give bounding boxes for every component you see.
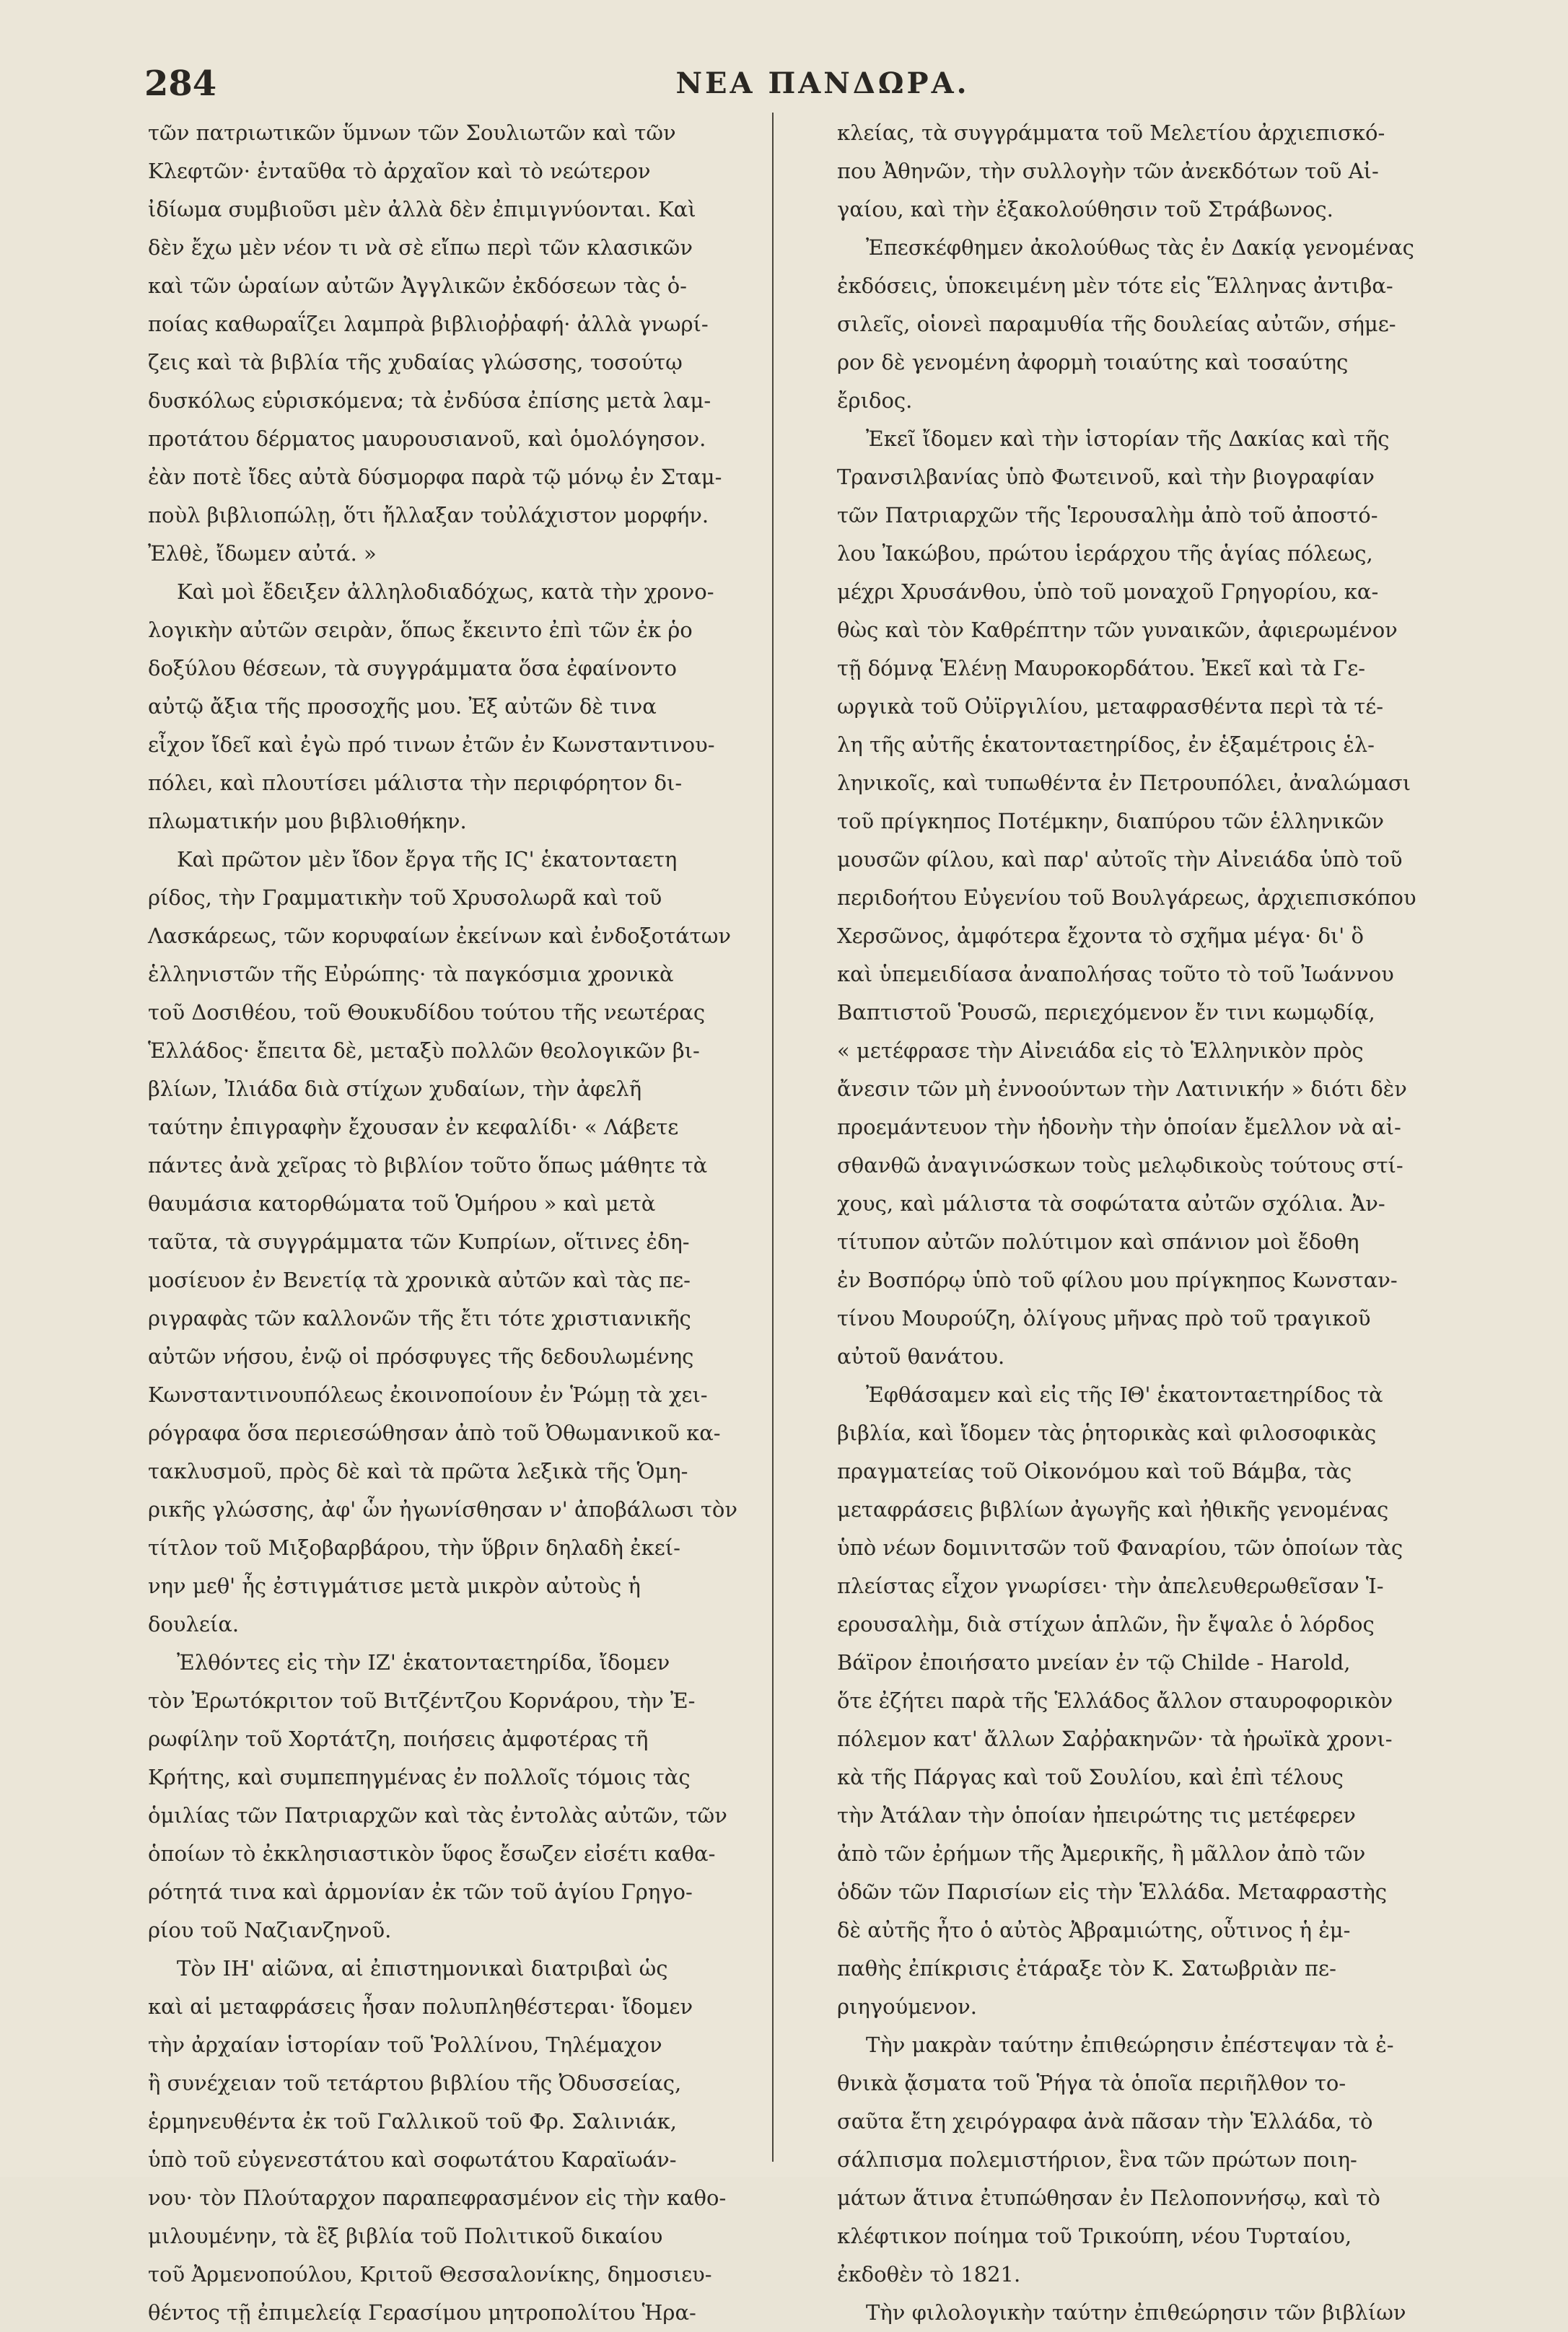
left-paragraph-1: τῶν πατριωτικῶν ὕμνων τῶν Σουλιωτῶν καὶ τῶν Κλεφτῶν· ἐνταῦθα τὸ ἀρχαῖον καὶ τὸ νεώτερον ἰδίωμα συμβιοῦσι μὲν ἀλλὰ δὲν ἐπιμιγνύονται. Καὶ δὲν ἔχω μὲν νέον τι νὰ σὲ εἴπω περὶ τῶν κλασικῶν καὶ τῶν ὡραίων αὐτῶν Ἀγγλικῶν ἐκδόσεων τὰς ὁ- ποίας καθωραΐζει λαμπρὰ βιβλιοῤῥαφή· ἀλλὰ γνωρί- ζεις καὶ τὰ βιβλία τῆς χυδαίας γλώσσης, τοσούτῳ δυσκόλως εὑρισκόμενα; τὰ ἐνδύσα ἐπίσης μετὰ λαμ- προτάτου δέρματος μαυρουσιανοῦ, καὶ ὁμολόγησον. ἐὰν ποτὲ ἴδες αὐτὰ δύσμορφα παρὰ τῷ μόνῳ ἐν Σταμ- ποὺλ βιβλιοπώλῃ, ὅτι ἤλλαξαν τοὐλάχιστον μορφήν. Ἐλθὲ, ἴδωμεν αὐτά. »	[148, 120, 722, 566]
text-columns	[148, 114, 1501, 2325]
page-number: 284	[144, 63, 217, 104]
right-paragraph-4: Ἐφθάσαμεν καὶ εἰς τῆς ΙΘ' ἑκατονταετηρίδος τὰ βιβλία, καὶ ἴδομεν τὰς ῥητορικὰς καὶ φιλοσοφικὰς πραγματείας τοῦ Οἰκονόμου καὶ τοῦ Βάμβα, τὰς μεταφράσεις βιβλίων ἀγωγῆς καὶ ἠθικῆς γενομένας ὑπὸ νέων δομινιτσῶν τοῦ Φαναρίου, τῶν ὁποίων τὰς πλείστας εἶχον γνωρίσει· τὴν ἀπελευθερωθεῖσαν Ἱ- ερουσαλὴμ, διὰ στίχων ἁπλῶν, ἣν ἔψαλε ὁ λόρδος Βάϊρον ἐποιήσατο μνείαν ἐν τῷ Childe - Harold, ὅτε ἐζήτει παρὰ τῆς Ἑλλάδος ἄλλον σταυροφορικὸν πόλεμον κατ' ἄλλων Σαῤῥακηνῶν· τὰ ἡρωϊκὰ χρονι- κὰ τῆς Πάργας καὶ τοῦ Σουλίου, καὶ ἐπὶ τέλους τὴν Ἀτάλαν τὴν ὁποίαν ἠπειρώτης τις μετέφερεν ἀπὸ τῶν ἐρήμων τῆς Ἀμερικῆς, ἢ μᾶλλον ἀπὸ τῶν ὁδῶν τῶν Παρισίων εἰς τὴν Ἑλλάδα. Μεταφραστὴς δὲ αὐτῆς ἦτο ὁ αὐτὸς Ἀβραμιώτης, οὗτινος ἡ ἐμ- παθὴς ἐπίκρισις ἐτάραξε τὸν Κ. Σατωβριὰν πε- ριηγούμενον.	[837, 1382, 1403, 2019]
left-paragraph-2: Καὶ μοὶ ἔδειξεν ἀλληλοδιαδόχως, κατὰ τὴν χρονο- λογικὴν αὐτῶν σειρὰν, ὅπως ἔκειντο ἐπὶ τῶν ἐκ ῥο δοξύλου θέσεων, τὰ συγγράμματα ὅσα ἐφαίνοντο αὐτῷ ἄξια τῆς προσοχῆς μου. Ἐξ αὐτῶν δὲ τινα εἶχον ἴδεῖ καὶ ἐγὼ πρό τινων ἐτῶν ἐν Κωνσταντινου- πόλει, καὶ πλουτίσει μάλιστα τὴν περιφόρητον δι- πλωματικήν μου βιβλιοθήκην.	[148, 579, 715, 833]
journal-title: ΝΕΑ ΠΑΝΔΩΡΑ.	[675, 66, 970, 100]
right-paragraph-5: Τὴν μακρὰν ταύτην ἐπιθεώρησιν ἐπέστεψαν τὰ ἐ- θνικὰ ᾄσματα τοῦ Ῥήγα τὰ ὁποῖα περιῆλθον το- σαῦτα ἔτη χειρόγραφα ἀνὰ πᾶσαν τὴν Ἑλλάδα, τὸ σάλπισμα πολεμιστήριον, ἓνα τῶν πρώτων ποιη- μάτων ἅτινα ἐτυπώθησαν ἐν Πελοποννήσῳ, καὶ τὸ κλέφτικον ποίημα τοῦ Τρικούπη, νέου Τυρταίου, ἐκδοθὲν τὸ 1821.	[837, 2033, 1394, 2287]
right-column	[837, 114, 1483, 2325]
left-column	[148, 114, 794, 2325]
page-header	[144, 63, 1501, 114]
left-paragraph-3: Καὶ πρῶτον μὲν ἴδον ἔργα τῆς ΙϚ' ἑκατονταετη ρίδος, τὴν Γραμματικὴν τοῦ Χρυσολωρᾶ καὶ τοῦ Λασκάρεως, τῶν κορυφαίων ἐκείνων καὶ ἐνδοξοτάτων ἑλληνιστῶν τῆς Εὐρώπης· τὰ παγκόσμια χρονικὰ τοῦ Δοσιθέου, τοῦ Θουκυδίδου τούτου τῆς νεωτέρας Ἑλλάδος· ἔπειτα δὲ, μεταξὺ πολλῶν θεολογικῶν βι- βλίων, Ἰλιάδα διὰ στίχων χυδαίων, τὴν ἀφελῆ ταύτην ἐπιγραφὴν ἔχουσαν ἐν κεφαλίδι· « Λάβετε πάντες ἀνὰ χεῖρας τὸ βιβλίον τοῦτο ὅπως μάθητε τὰ θαυμάσια κατορθώματα τοῦ Ὁμήρου » καὶ μετὰ ταῦτα, τὰ συγγράμματα τῶν Κυπρίων, οἵτινες ἐδη- μοσίευον ἐν Βενετίᾳ τὰ χρονικὰ αὐτῶν καὶ τὰς πε- ριγραφὰς τῶν καλλονῶν τῆς ἔτι τότε χριστιανικῆς αὐτῶν νήσου, ἐνῷ οἱ πρόσφυγες τῆς δεδουλωμένης Κωνσταντινουπόλεως ἐκοινοποίουν ἐν Ῥώμῃ τὰ χει- ρόγραφα ὅσα περιεσώθησαν ἀπὸ τοῦ Ὀθωμανικοῦ κα- τακλυσμοῦ, πρὸς δὲ καὶ τὰ πρῶτα λεξικὰ τῆς Ὁμη- ρικῆς γλώσσης, ἀφ' ὧν ἠγωνίσθησαν ν' ἀποβάλωσι τὸν τίτλον τοῦ Μιξοβαρβάρου, τὴν ὕβριν δηλαδὴ ἐκεί- νην μεθ' ἧς ἐστιγμάτισε μετὰ μικρὸν αὐτοὺς ἡ δουλεία.	[148, 847, 737, 1636]
left-paragraph-5: Τὸν ΙΗ' αἰῶνα, αἱ ἐπιστημονικαὶ διατριβαὶ ὡς καὶ αἱ μεταφράσεις ἦσαν πολυπληθέστεραι· ἴδομεν τὴν ἀρχαίαν ἱστορίαν τοῦ Ῥολλίνου, Τηλέμαχον ἢ συνέχειαν τοῦ τετάρτου βιβλίου τῆς Ὀδυσσείας, ἑρμηνευθέντα ἐκ τοῦ Γαλλικοῦ τοῦ Φρ. Σαλινιάκ, ὑπὸ τοῦ εὐγενεστάτου καὶ σοφωτάτου Καραϊωάν- νου· τὸν Πλούταρχον παραπεφρασμένον εἰς τὴν καθο- μιλουμένην, τὰ ἓξ βιβλία τοῦ Πολιτικοῦ δικαίου τοῦ Ἀρμενοπούλου, Κριτοῦ Θεσσαλονίκης, δημοσιευ- θέντος τῇ ἐπιμελείᾳ Γερασίμου μητροπολίτου Ἡρα-	[148, 1956, 727, 2325]
right-paragraph-1: κλείας, τὰ συγγράμματα τοῦ Μελετίου ἀρχιεπισκό- που Ἀθηνῶν, τὴν συλλογὴν τῶν ἀνεκδότων τοῦ Αἰ- γαίου, καὶ τὴν ἐξακολούθησιν τοῦ Στράβωνος.	[837, 120, 1385, 222]
right-paragraph-2: Ἐπεσκέφθημεν ἀκολούθως τὰς ἐν Δακίᾳ γενομένας ἐκδόσεις, ὑποκειμένη μὲν τότε εἰς Ἕλληνας ἀντιβα- σιλεῖς, οἱονεὶ παραμυθία τῆς δουλείας αὐτῶν, σήμε- ρον δὲ γενομένη ἀφορμὴ τοιαύτης καὶ τοσαύτης ἔριδος.	[837, 235, 1414, 413]
right-paragraph-3: Ἐκεῖ ἴδομεν καὶ τὴν ἱστορίαν τῆς Δακίας καὶ τῆς Τρανσιλβανίας ὑπὸ Φωτεινοῦ, καὶ τὴν βιογραφίαν τῶν Πατριαρχῶν τῆς Ἱερουσαλὴμ ἀπὸ τοῦ ἀποστό- λου Ἰακώβου, πρώτου ἱεράρχου τῆς ἁγίας πόλεως, μέχρι Χρυσάνθου, ὑπὸ τοῦ μοναχοῦ Γρηγορίου, κα- θὼς καὶ τὸν Καθρέπτην τῶν γυναικῶν, ἀφιερωμένον τῇ δόμνᾳ Ἑλένῃ Μαυροκορδάτου. Ἐκεῖ καὶ τὰ Γε- ωργικὰ τοῦ Οὐϊργιλίου, μεταφρασθέντα περὶ τὰ τέ- λη τῆς αὐτῆς ἑκατονταετηρίδος, ἐν ἑξαμέτροις ἑλ- ληνικοῖς, καὶ τυπωθέντα ἐν Πετρουπόλει, ἀναλώμασι τοῦ πρίγκηπος Ποτέμκην, διαπύρου τῶν ἑλληνικῶν μουσῶν φίλου, καὶ παρ' αὐτοῖς τὴν Αἰνειάδα ὑπὸ τοῦ περιδοήτου Εὐγενίου τοῦ Βουλγάρεως, ἀρχιεπισκόπου Χερσῶνος, ἀμφότερα ἔχοντα τὸ σχῆμα μέγα· δι' ὃ καὶ ὑπεμειδίασα ἀναπολήσας τοῦτο τὸ τοῦ Ἰωάννου Βαπτιστοῦ Ῥουσῶ, περιεχόμενον ἔν τινι κωμῳδίᾳ, « μετέφρασε τὴν Αἰνειάδα εἰς τὸ Ἑλληνικὸν πρὸς ἄνεσιν τῶν μὴ ἐννοούντων τὴν Λατινικήν » διότι δὲν προεμάντευον τὴν ἡδονὴν τὴν ὁποίαν ἔμελλον νὰ αἰ- σθανθῶ ἀναγινώσκων τοὺς μελῳδικοὺς τούτους στί- χους, καὶ μάλιστα τὰ σοφώτατα αὐτῶν σχόλια. Ἀν- τίτυπον αὐτῶν πολύτιμον καὶ σπάνιον μοὶ ἔδοθη ἐν Βοσπόρῳ ὑπὸ τοῦ φίλου μου πρίγκηπος Κωνσταν- τίνου Μουρούζη, ὀλίγους μῆνας πρὸ τοῦ τραγικοῦ αὐτοῦ θανάτου.	[837, 426, 1416, 1369]
left-paragraph-4: Ἐλθόντες εἰς τὴν ΙΖ' ἑκατονταετηρίδα, ἴδομεν τὸν Ἐρωτόκριτον τοῦ Βιτζέντζου Κορνάρου, τὴν Ἐ- ρωφίλην τοῦ Χορτάτζη, ποιήσεις ἀμφοτέρας τῆ Κρήτης, καὶ συμπεπηγμένας ἐν πολλοῖς τόμοις τὰς ὁμιλίας τῶν Πατριαρχῶν καὶ τὰς ἐντολὰς αὐτῶν, τῶν ὁποίων τὸ ἐκκλησιαστικὸν ὕφος ἔσωζεν εἰσέτι καθα- ρότητά τινα καὶ ἁρμονίαν ἐκ τῶν τοῦ ἁγίου Γρηγο- ρίου τοῦ Ναζιανζηνοῦ.	[148, 1650, 727, 1942]
right-paragraph-6: Τὴν φιλολογικὴν ταύτην ἐπιθεώρησιν τῶν βιβλίων	[866, 2300, 1406, 2325]
